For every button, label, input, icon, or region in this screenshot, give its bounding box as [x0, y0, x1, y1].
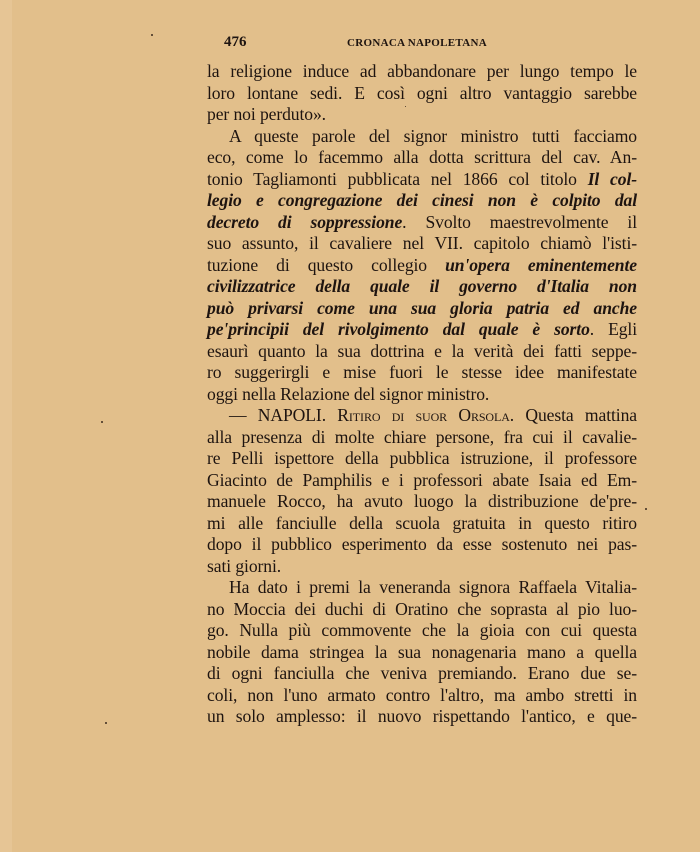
text-line: sati giorni. — [207, 555, 282, 576]
text-line: per noi perduto». — [207, 104, 326, 124]
text-line: decreto di soppressione. Svolto maestrevolmente il — [207, 211, 638, 232]
paragraph-start-line: Ha dato i premi la veneranda signora Raffaela Vitalia- — [229, 577, 637, 597]
text-line: ro suggerirgli e mise fuori le stesse idee manifestate — [207, 362, 637, 382]
italic-quote: pe'principii del rivolgimento dal quale è sorto — [207, 319, 590, 339]
italic-title: legio e congregazione dei cinesi non è colpito dal — [207, 190, 637, 210]
italic-quote: può privarsi come una sua gloria patria ed anche — [207, 297, 637, 318]
page-number: 476 — [224, 34, 247, 50]
page-header — [224, 34, 644, 54]
text-line: tuzione di questo collegio un'opera eminentemente — [207, 254, 637, 275]
text-line: oggi nella Relazione del signor ministro. — [207, 383, 490, 404]
italic-title: decreto di soppressione — [207, 211, 403, 232]
text-line: Giacinto de Pamphilis e i professori abate Isaia ed Em- — [207, 469, 637, 490]
text-line: no Moccia dei duchi di Oratino che soprasta al pio luo- — [207, 598, 637, 619]
text-line: mi alle fanciulle della scuola gratuita in questo ritiro — [207, 512, 637, 533]
text-line: di ogni fanciulla che veniva premiando. Erano due se- — [207, 663, 637, 683]
paper-speck — [151, 34, 153, 36]
body-text — [207, 61, 637, 728]
text-line: alla presenza di molte chiare persone, fra cui il cavalie- — [207, 426, 637, 447]
paragraph-start-line: A queste parole del signor ministro tutti facciamo — [229, 125, 637, 146]
text-line: eco, come lo facemmo alla dotta scrittura del cav. An- — [207, 147, 637, 167]
text-line: suo assunto, il cavaliere nel VII. capitolo chiamò l'isti- — [207, 233, 637, 253]
text-line: pe'principii del rivolgimento dal quale è sorto. Egli — [207, 319, 637, 339]
italic-title: Il col- — [587, 168, 637, 189]
text-line: tonio Tagliamonti pubblicata nel 1866 col titolo Il col- — [207, 168, 637, 189]
paragraph-start-line: — NAPOLI. Ritiro di suor Orsola. Questa mattina — [229, 405, 637, 425]
text-line: un solo amplesso: il nuovo rispettando l'antico, e que- — [207, 706, 637, 726]
text-line — [207, 190, 637, 212]
section-heading: Ritiro di suor Orsola — [337, 405, 510, 425]
italic-quote: civilizzatrice della quale il governo d'Italia non — [207, 276, 637, 296]
paper-speck — [405, 106, 406, 107]
running-title: CRONACA NAPOLETANA — [347, 37, 487, 49]
text-line: coli, non l'uno armato contro l'altro, ma ambo stretti in — [207, 684, 637, 705]
text-line: la religione induce ad abbandonare per lungo tempo le — [207, 61, 637, 81]
italic-quote: un'opera eminentemente — [445, 254, 637, 275]
page-edge — [0, 0, 12, 852]
text-line: esaurì quanto la sua dottrina e la verità dei fatti seppe- — [207, 340, 637, 361]
paper-speck — [645, 508, 647, 510]
text-line: manuele Rocco, ha avuto luogo la distribuzione de'pre- — [207, 491, 637, 511]
text-line — [207, 298, 637, 320]
text-line: nobile dama stringea la sua nonagenaria mano a quella — [207, 641, 637, 662]
text-line: dopo il pubblico esperimento da esse sostenuto nei pas- — [207, 534, 637, 554]
paper-speck — [105, 722, 107, 724]
text-line: loro lontane sedi. E così ogni altro vantaggio sarebbe — [207, 82, 637, 103]
text-line: re Pelli ispettore della pubblica istruzione, il professore — [207, 448, 637, 468]
paper-speck — [101, 421, 103, 423]
text-line: go. Nulla più commovente che la gioia con cui questa — [207, 620, 637, 640]
text-line — [207, 276, 637, 298]
